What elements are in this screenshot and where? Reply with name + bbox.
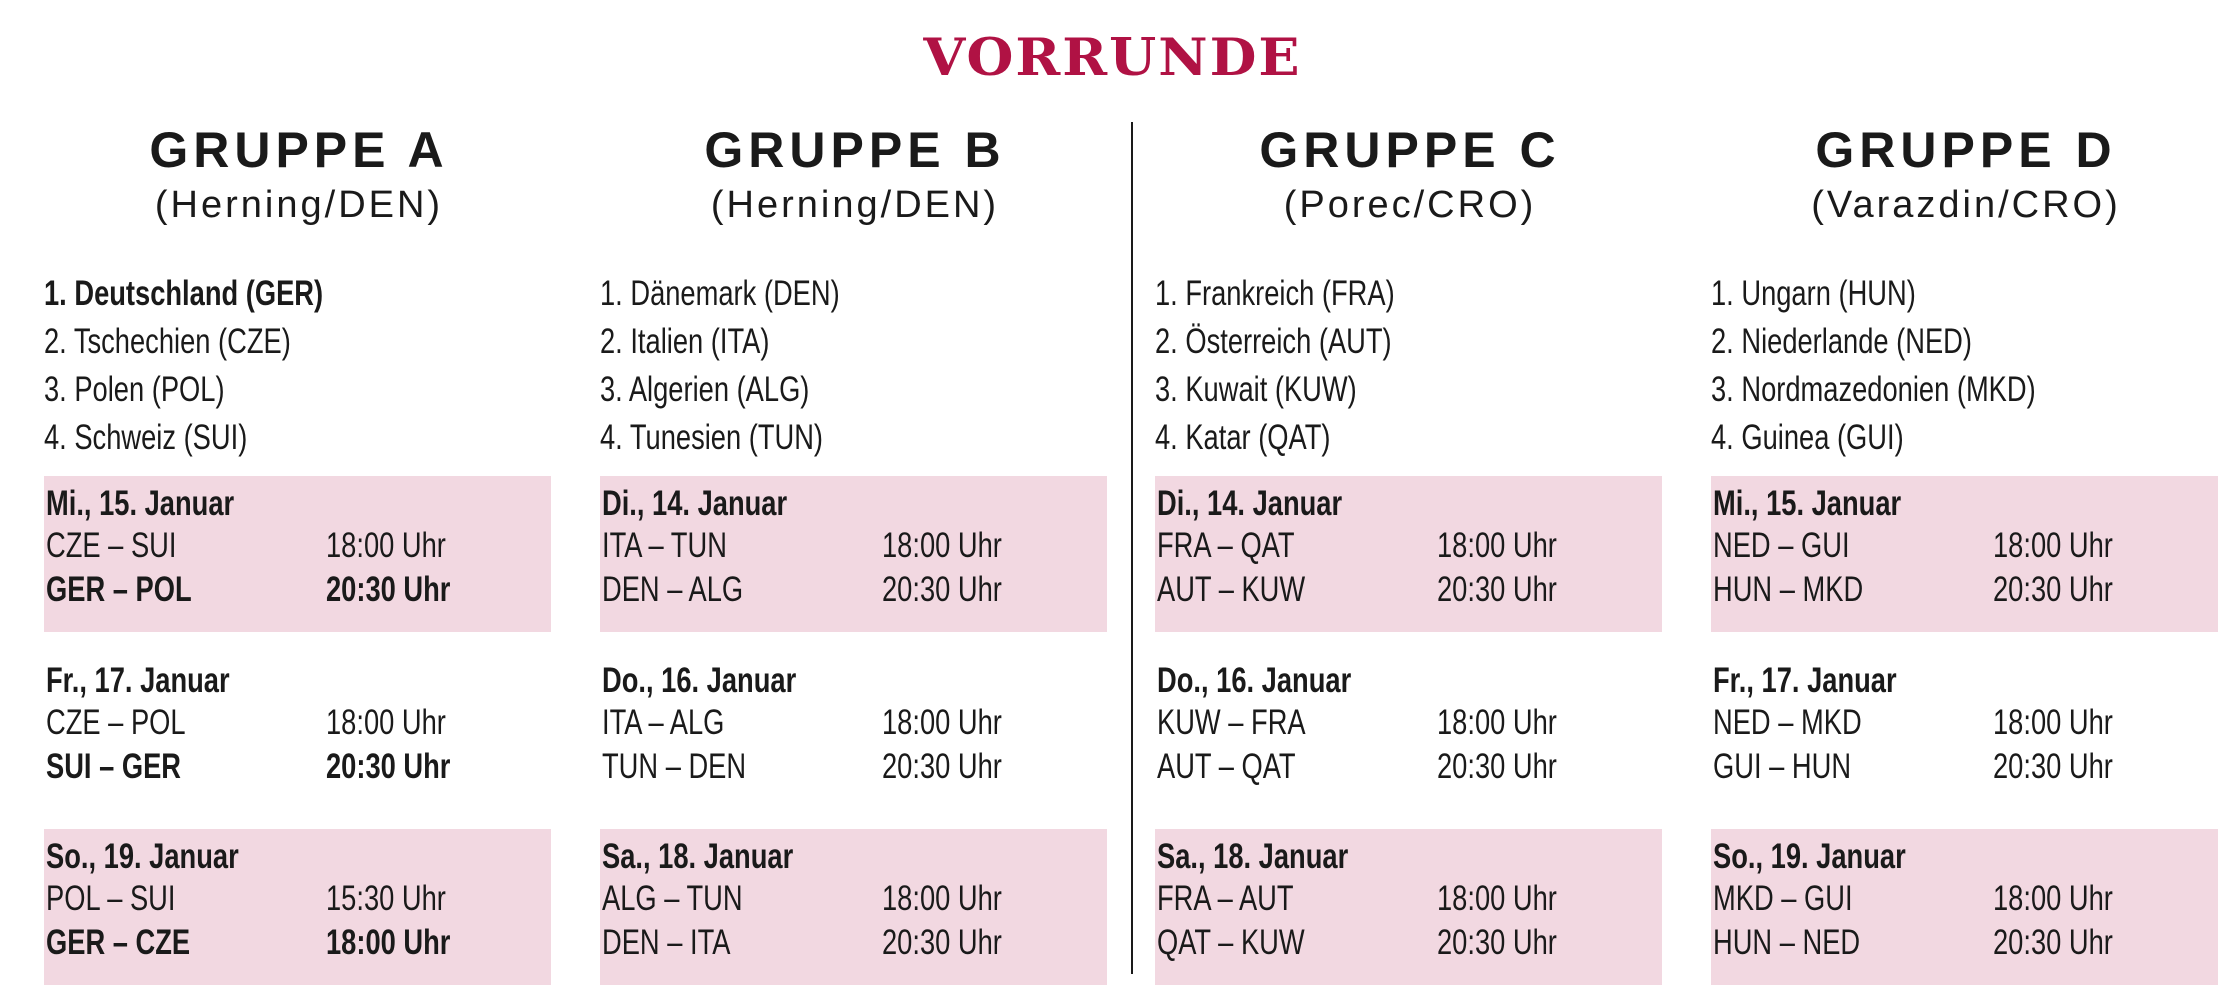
match-row (602, 701, 1102, 745)
match-pairing: DEN – ALG (602, 570, 744, 609)
match-row (46, 877, 546, 921)
matchday (1155, 476, 1662, 632)
match-time: 15:30 Uhr (326, 879, 446, 918)
matchday (1711, 829, 2218, 985)
match-row (602, 921, 1102, 965)
match-row (46, 921, 546, 965)
match-pairing: DEN – ITA (602, 923, 731, 962)
matchday (1155, 653, 1662, 809)
team-item: 1. Frankreich (FRA) (1155, 274, 1395, 313)
matchday-date: Sa., 18. Januar (1157, 837, 1349, 876)
match-row (602, 745, 1102, 789)
team-item: 1. Deutschland (GER) (44, 274, 324, 313)
match-pairing: ITA – ALG (602, 703, 725, 742)
match-time: 18:00 Uhr (882, 879, 1002, 918)
team-item: 3. Polen (POL) (44, 370, 225, 409)
match-time: 20:30 Uhr (882, 747, 1002, 786)
team-item: 4. Schweiz (SUI) (44, 418, 248, 457)
matchday (44, 653, 551, 809)
match-time: 20:30 Uhr (1993, 570, 2113, 609)
team-item: 2. Italien (ITA) (600, 322, 770, 361)
matchday-date: Fr., 17. Januar (46, 661, 230, 700)
match-row (1157, 877, 1657, 921)
match-row (1157, 701, 1657, 745)
matchday-date: Mi., 15. Januar (46, 484, 235, 523)
match-pairing: TUN – DEN (602, 747, 747, 786)
matchday-date: Di., 14. Januar (602, 484, 788, 523)
match-pairing: ITA – TUN (602, 526, 727, 565)
match-time: 18:00 Uhr (1437, 703, 1557, 742)
matchday (1711, 476, 2218, 632)
team-list (1711, 270, 2127, 462)
match-pairing: NED – GUI (1713, 526, 1850, 565)
match-pairing: POL – SUI (46, 879, 176, 918)
match-pairing: SUI – GER (46, 747, 182, 786)
match-time: 20:30 Uhr (326, 570, 451, 609)
match-pairing: HUN – NED (1713, 923, 1861, 962)
match-time: 20:30 Uhr (1437, 747, 1557, 786)
match-pairing: GER – CZE (46, 923, 191, 962)
match-pairing: HUN – MKD (1713, 570, 1864, 609)
match-pairing: ALG – TUN (602, 879, 743, 918)
match-time: 18:00 Uhr (1993, 703, 2113, 742)
match-row (602, 877, 1102, 921)
group-title: GRUPPE C (1259, 122, 1561, 178)
match-pairing: GUI – HUN (1713, 747, 1852, 786)
team-list (600, 270, 907, 462)
match-row (1713, 921, 2213, 965)
match-time: 18:00 Uhr (326, 703, 446, 742)
matchday-date: Do., 16. Januar (602, 661, 797, 700)
match-pairing: KUW – FRA (1157, 703, 1306, 742)
group-venue: (Herning/DEN) (154, 184, 444, 226)
team-item: 2. Österreich (AUT) (1155, 322, 1392, 361)
team-item: 3. Algerien (ALG) (600, 370, 810, 409)
matchday (1155, 829, 1662, 985)
matchday-date: So., 19. Januar (46, 837, 239, 876)
matchday (600, 653, 1107, 809)
team-list (1155, 270, 1462, 462)
match-time: 18:00 Uhr (326, 526, 446, 565)
group-venue: (Porec/CRO) (1283, 184, 1537, 226)
match-time: 20:30 Uhr (1437, 923, 1557, 962)
team-item: 4. Guinea (GUI) (1711, 418, 1904, 457)
match-row (46, 568, 546, 612)
match-row (1157, 568, 1657, 612)
match-row (1713, 877, 2213, 921)
match-row (602, 568, 1102, 612)
match-pairing: FRA – QAT (1157, 526, 1295, 565)
matchday-date: Sa., 18. Januar (602, 837, 794, 876)
match-row (602, 524, 1102, 568)
match-row (1157, 921, 1657, 965)
match-time: 18:00 Uhr (1437, 879, 1557, 918)
match-pairing: AUT – QAT (1157, 747, 1296, 786)
team-list (44, 270, 402, 462)
match-time: 20:30 Uhr (326, 747, 451, 786)
matchday (1711, 653, 2218, 809)
match-row (1713, 701, 2213, 745)
group-title: GRUPPE B (704, 122, 1006, 178)
matchday (44, 476, 551, 632)
match-row (1157, 524, 1657, 568)
match-time: 18:00 Uhr (1993, 879, 2113, 918)
matchday (600, 829, 1107, 985)
page-title: VORRUNDE (923, 26, 1302, 88)
match-row (1713, 568, 2213, 612)
match-time: 20:30 Uhr (1993, 747, 2113, 786)
match-pairing: MKD – GUI (1713, 879, 1853, 918)
group-title: GRUPPE D (1815, 122, 2117, 178)
group-title: GRUPPE A (149, 122, 449, 178)
match-time: 20:30 Uhr (882, 570, 1002, 609)
group-venue: (Varazdin/CRO) (1811, 184, 2121, 226)
match-row (46, 745, 546, 789)
match-pairing: NED – MKD (1713, 703, 1862, 742)
match-pairing: AUT – KUW (1157, 570, 1306, 609)
match-time: 20:30 Uhr (882, 923, 1002, 962)
match-row (1157, 745, 1657, 789)
match-row (46, 701, 546, 745)
match-pairing: GER – POL (46, 570, 192, 609)
matchday (44, 829, 551, 985)
match-pairing: FRA – AUT (1157, 879, 1294, 918)
match-time: 18:00 Uhr (1437, 526, 1557, 565)
match-pairing: CZE – POL (46, 703, 186, 742)
column-divider (1131, 122, 1133, 974)
group-venue: (Herning/DEN) (710, 184, 1000, 226)
team-item: 1. Dänemark (DEN) (600, 274, 840, 313)
team-item: 2. Tschechien (CZE) (44, 322, 291, 361)
team-item: 2. Niederlande (NED) (1711, 322, 1972, 361)
team-item: 3. Nordmazedonien (MKD) (1711, 370, 2036, 409)
match-time: 18:00 Uhr (1993, 526, 2113, 565)
match-pairing: CZE – SUI (46, 526, 177, 565)
team-item: 3. Kuwait (KUW) (1155, 370, 1357, 409)
matchday-date: Di., 14. Januar (1157, 484, 1343, 523)
match-time: 18:00 Uhr (326, 923, 451, 962)
match-pairing: QAT – KUW (1157, 923, 1305, 962)
matchday-date: Do., 16. Januar (1157, 661, 1352, 700)
match-row (46, 524, 546, 568)
team-item: 4. Tunesien (TUN) (600, 418, 824, 457)
matchday-date: Fr., 17. Januar (1713, 661, 1897, 700)
match-row (1713, 745, 2213, 789)
team-item: 4. Katar (QAT) (1155, 418, 1331, 457)
match-time: 20:30 Uhr (1437, 570, 1557, 609)
matchday-date: Mi., 15. Januar (1713, 484, 1902, 523)
team-item: 1. Ungarn (HUN) (1711, 274, 1916, 313)
match-time: 18:00 Uhr (882, 703, 1002, 742)
matchday-date: So., 19. Januar (1713, 837, 1906, 876)
match-row (1713, 524, 2213, 568)
match-time: 20:30 Uhr (1993, 923, 2113, 962)
matchday (600, 476, 1107, 632)
match-time: 18:00 Uhr (882, 526, 1002, 565)
